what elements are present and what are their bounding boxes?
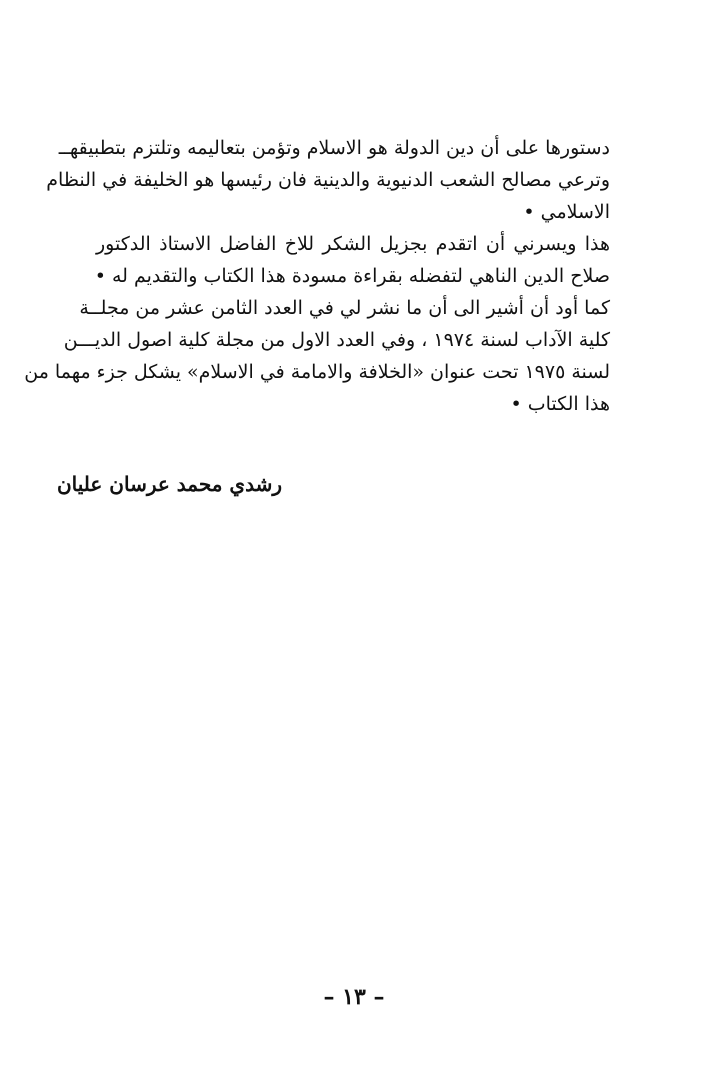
text-line: هذا الكتاب • (510, 393, 610, 415)
author-signature: رشدي محمد عرسان عليان (56, 472, 282, 496)
text-line: دستورها على أن دين الدولة هو الاسلام وتؤمن بتعاليمه وتلتزم بتطبيقهــ (58, 137, 610, 159)
text-line: لسنة ١٩٧٥ تحت عنوان «الخلافة والامامة في الاسلام» يشكل جزء مهما من (24, 361, 610, 383)
text-line: هذا ويسرني أن اتقدم بجزيل الشكر للاخ الفاضل الاستاذ الدكتور (96, 233, 610, 255)
page-number: – ١٣ – (323, 984, 385, 1010)
text-line: الاسلامي • (523, 201, 610, 223)
body-text (24, 132, 610, 420)
text-line: صلاح الدين الناهي لتفضله بقراءة مسودة هذا الكتاب والتقديم له • (94, 265, 610, 287)
text-line: كلية الآداب لسنة ١٩٧٤ ، وفي العدد الاول من مجلة كلية اصول الديـــن (63, 329, 610, 351)
text-line: كما أود أن أشير الى أن ما نشر لي في العدد الثامن عشر من مجلــة (79, 297, 610, 319)
text-line: وترعي مصالح الشعب الدنيوية والدينية فان رئيسها هو الخليفة في النظام (46, 169, 610, 191)
